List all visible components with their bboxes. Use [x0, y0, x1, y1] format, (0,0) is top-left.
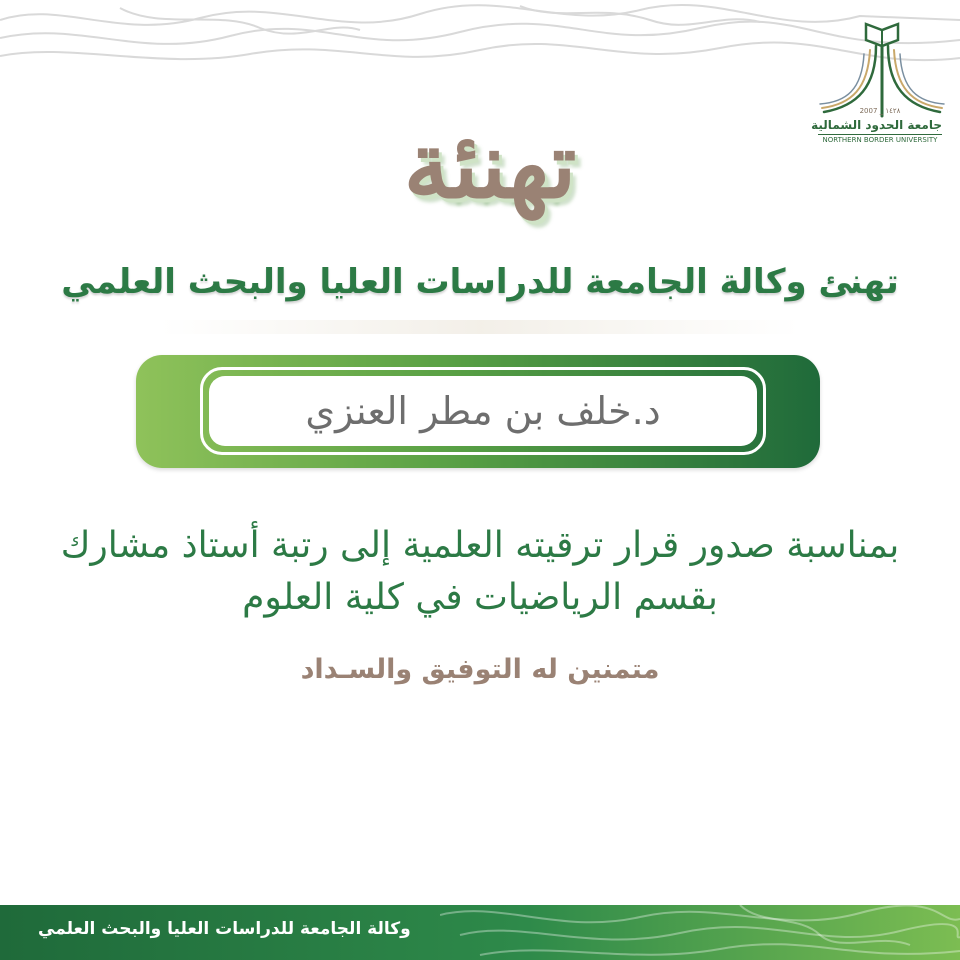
- logo-year: 2007 _ ١٤٢٨: [859, 107, 901, 115]
- logo-name-arabic: جامعة الحدود الشمالية: [811, 118, 942, 132]
- wishes-text: متمنين له التوفيق والسـداد: [300, 654, 660, 685]
- occasion-line-1: بمناسبة صدور قرار ترقيته العلمية إلى رتبة أستاذ مشارك: [60, 525, 900, 566]
- footer-pattern-decoration: [440, 905, 960, 960]
- footer-bar: [0, 905, 960, 960]
- name-card: [209, 376, 757, 446]
- honoree-name: د.خلف بن مطر العنزي: [305, 389, 661, 433]
- occasion-message: [0, 520, 960, 624]
- occasion-line-2: بقسم الرياضيات في كلية العلوم: [242, 577, 718, 618]
- footer-text: وكالة الجامعة للدراسات العليا والبحث العلمي: [38, 919, 411, 939]
- topographic-pattern-decoration: [0, 0, 960, 70]
- logo-name-english: NORTHERN BORDER UNIVERSITY: [818, 134, 942, 144]
- divider: [160, 320, 800, 334]
- congrats-line: تهنئ وكالة الجامعة للدراسات العليا والبحث العلمي: [61, 262, 899, 302]
- page-title: تهنئة: [403, 111, 577, 219]
